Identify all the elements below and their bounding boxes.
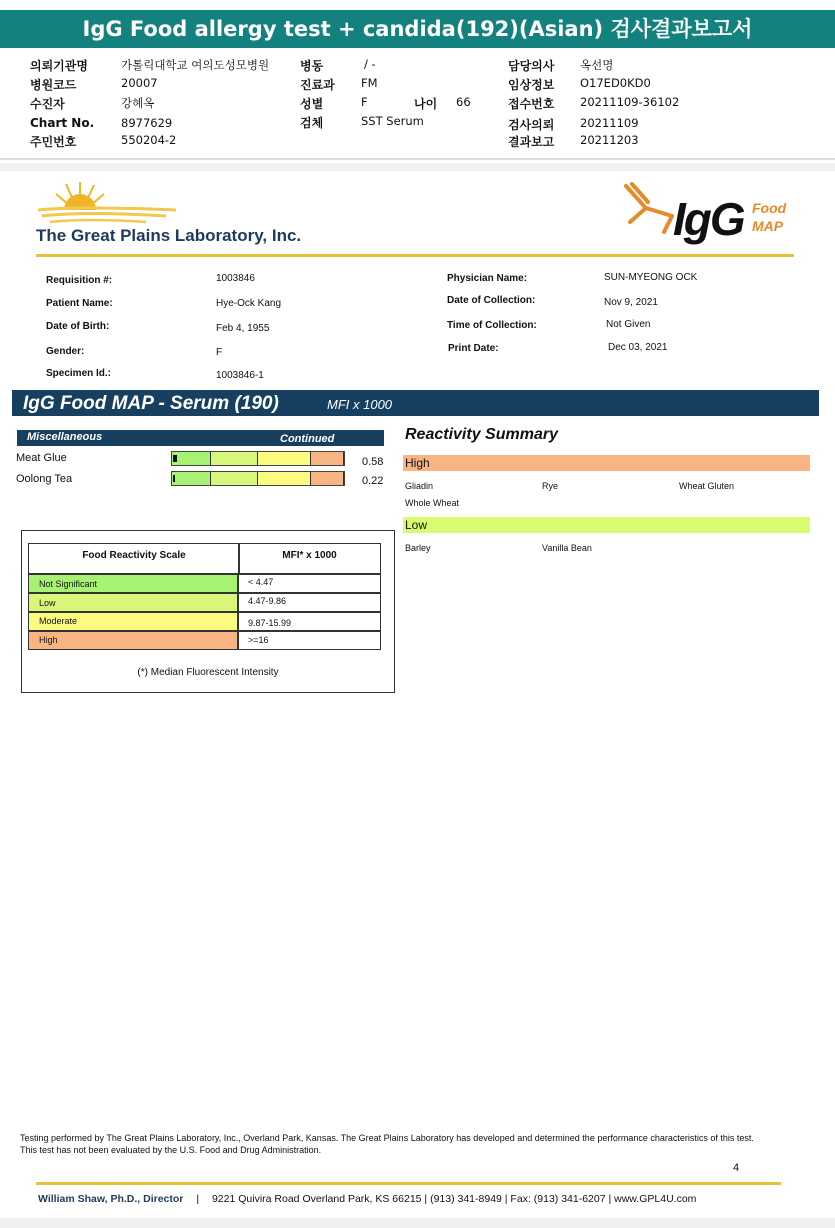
food-value-oolong-tea: 0.22 [362,475,384,487]
collection-time-label: Time of Collection: [447,320,537,331]
reactivity-item: Rye [542,481,559,491]
bar-seg-low [211,452,258,465]
reactivity-high-band: High [403,455,810,471]
bar-seg-high [311,452,344,465]
reactivity-legend [21,530,395,693]
food-bar-oolong-tea [171,471,345,486]
field-label-patient: 수진자 [30,97,65,111]
field-value-specimen: SST Serum [361,114,424,128]
bar-seg-not-significant [172,452,211,465]
section-subtitle: MFI x 1000 [327,397,393,412]
field-value-sex: F [361,95,368,109]
sun-logo-icon [36,180,186,226]
bar-seg-high [311,472,344,485]
gender-label: Gender: [46,346,85,357]
igg-logo-map: MAP [752,218,784,234]
patient-name-label: Patient Name: [46,298,113,309]
field-label-specimen: 검체 [300,116,324,130]
specimen-id-label: Specimen Id.: [46,368,112,379]
header-divider [0,158,835,160]
gold-divider [36,254,794,257]
reactivity-item: Vanilla Bean [542,543,592,553]
bottom-margin [0,1218,835,1228]
field-value-clinical-info: O17ED0KD0 [580,76,651,90]
field-label-receipt-no: 접수번호 [508,97,555,111]
category-header [17,430,384,446]
field-value-patient: 강혜옥 [121,96,155,110]
legend-range-moderate: 9.87-15.99 [238,612,381,631]
igg-logo-text: IgG [673,193,744,245]
field-label-sex: 성별 [300,97,324,111]
collection-time-value: Not Given [606,319,651,330]
field-label-resident-no: 주민번호 [30,135,77,149]
legend-label-not-significant: Not Significant [28,574,238,593]
reactivity-item: Gliadin [405,481,434,491]
food-value-meat-glue: 0.58 [362,456,384,468]
field-label-chart-no: Chart No. [30,116,95,130]
legend-range-not-significant: < 4.47 [238,574,381,593]
reactivity-low-band: Low [403,517,810,533]
physician-value: SUN-MYEONG OCK [604,272,698,283]
field-value-department: FM [361,76,378,90]
lab-name: The Great Plains Laboratory, Inc. [36,226,302,245]
page-number: 4 [733,1162,740,1174]
dob-value: Feb 4, 1955 [216,323,270,334]
legend-head-mfi: MFI* x 1000 [238,543,381,574]
bar-seg-not-significant [172,472,211,485]
footer-divider [36,1182,781,1185]
gender-value: F [216,347,223,358]
footer-address: 9221 Quivira Road Overland Park, KS 66215 | (913) 341-8949 | Fax: (913) 341-6207 | www.GPL4U.com [211,1193,697,1205]
reactivity-item: Barley [405,543,431,553]
requisition-value: 1003846 [216,273,255,284]
print-date-label: Print Date: [448,343,499,354]
field-value-chart-no: 8977629 [121,116,173,130]
field-label-ward: 병동 [300,59,324,73]
legend-head-scale: Food Reactivity Scale [28,543,240,574]
legend-label-low: Low [28,593,238,612]
physician-label: Physician Name: [447,273,528,284]
specimen-id-value: 1003846-1 [216,370,264,381]
legend-range-high: >=16 [238,631,381,650]
requisition-label: Requisition #: [46,275,113,286]
collection-date-value: Nov 9, 2021 [604,297,658,308]
field-value-receipt-no: 20211109-36102 [580,95,680,109]
footer-line [38,1193,696,1205]
field-label-doctor: 담당의사 [508,59,555,73]
legend-footnote: (*) Median Fluorescent Intensity [137,667,279,678]
bar-seg-moderate [258,472,311,485]
field-value-report-date: 20211203 [580,133,639,147]
patient-name-value: Hye-Ock Kang [216,298,282,309]
legend-label-high: High [28,631,238,650]
reactivity-item: Whole Wheat [405,498,460,508]
section-title: IgG Food MAP - Serum (190) [23,393,279,414]
footer-director: William Shaw, Ph.D., Director [38,1193,184,1205]
food-name-oolong-tea: Oolong Tea [16,473,73,485]
field-value-institution: 가톨릭대학교 여의도성모병원 [121,58,270,72]
legend-label-moderate: Moderate [28,612,238,631]
legend-range-low: 4.47-9.86 [238,593,381,612]
igg-logo-food: Food [752,200,787,216]
print-date-value: Dec 03, 2021 [608,342,668,353]
field-label-age: 나이 [414,97,438,111]
food-marker [173,455,177,462]
field-value-ward: / - [364,57,376,71]
bar-seg-low [211,472,258,485]
reactivity-summary-title: Reactivity Summary [405,426,558,443]
food-marker [173,475,175,482]
field-label-request-date: 검사의뢰 [508,118,555,132]
disclaimer-text: Testing performed by The Great Plains Laboratory, Inc., Overland Park, Kansas. The Great Plains Laboratory has developed and determined the performance characteristics of this test. This test has not been evaluated by the U.S. Food and Drug Administration. [20,1133,754,1155]
field-label-hospital-code: 병원코드 [30,78,77,92]
footer-separator: | [196,1193,200,1205]
field-value-hospital-code: 20007 [121,76,158,90]
category-name: Miscellaneous [27,431,103,443]
field-value-request-date: 20211109 [580,116,639,130]
section-band [12,390,819,416]
field-value-doctor: 옥선명 [580,58,614,72]
field-label-department: 진료과 [300,78,335,92]
bar-seg-moderate [258,452,311,465]
field-value-resident-no: 550204-2 [121,133,177,147]
food-name-meat-glue: Meat Glue [16,452,67,464]
field-label-clinical-info: 임상정보 [508,78,555,92]
food-bar-meat-glue [171,451,345,466]
field-label-institution: 의뢰기관명 [30,59,88,73]
header-gap [0,163,835,171]
field-label-report-date: 결과보고 [508,135,555,149]
category-continued: Continued [280,433,335,445]
report-title: IgG Food allergy test + candida(192)(Asian) 검사결과보고서 [0,10,835,48]
collection-date-label: Date of Collection: [447,295,536,306]
dob-label: Date of Birth: [46,321,110,332]
field-value-age: 66 [456,95,471,109]
reactivity-item: Wheat Gluten [679,481,735,491]
